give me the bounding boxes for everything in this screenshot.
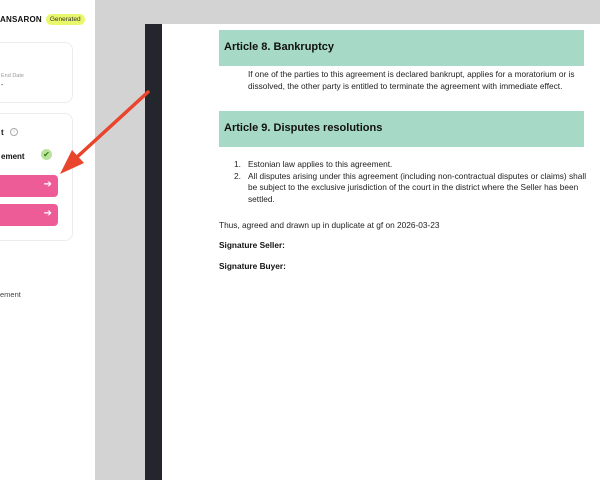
list-text: Estonian law applies to this agreement. xyxy=(248,159,393,169)
signature-buyer: Signature Buyer: xyxy=(219,261,286,271)
primary-action-button[interactable] xyxy=(0,175,58,197)
end-date-label: End Date xyxy=(1,73,24,79)
closing-statement: Thus, agreed and drawn up in duplicate at gf on 2026-03-23 xyxy=(219,220,440,230)
list-text: All disputes arising under this agreement (including non-contractual disputes or claims) shall be subject to the exclusive jurisdiction of the court in the district where the Seller has been settled. xyxy=(248,170,587,204)
left-panel xyxy=(0,0,95,480)
end-date-value: - xyxy=(1,82,4,89)
steps-card xyxy=(0,113,73,241)
step-label: ement xyxy=(1,152,25,161)
check-icon: ✔ xyxy=(41,149,52,160)
list-number: 2. xyxy=(234,170,241,181)
arrow-right-icon: ➔ xyxy=(43,208,52,219)
status-badge: Generated xyxy=(46,14,85,25)
client-name: ANSARON xyxy=(0,14,42,24)
article-8-text: If one of the parties to this agreement is declared bankrupt, applies for a moratorium or is dissolved, the other party is entitled to terminate the agreement with immediate effect. xyxy=(248,69,575,91)
document-page xyxy=(162,24,600,480)
info-icon[interactable]: i xyxy=(10,128,18,136)
article-9-title: Article 9. Disputes resolutions xyxy=(224,122,383,134)
article-8-title: Article 8. Bankruptcy xyxy=(224,41,335,53)
list-number: 1. xyxy=(234,159,241,169)
details-card xyxy=(0,42,73,103)
sidebar-item[interactable]: ement xyxy=(0,290,21,299)
section-title: t xyxy=(1,128,4,137)
article-8-heading xyxy=(219,30,584,66)
signature-seller: Signature Seller: xyxy=(219,240,285,250)
client-header xyxy=(0,11,85,27)
secondary-action-button[interactable] xyxy=(0,204,58,226)
article-9-heading xyxy=(219,111,584,147)
document-left-bar xyxy=(145,24,162,480)
arrow-right-icon: ➔ xyxy=(43,179,52,190)
